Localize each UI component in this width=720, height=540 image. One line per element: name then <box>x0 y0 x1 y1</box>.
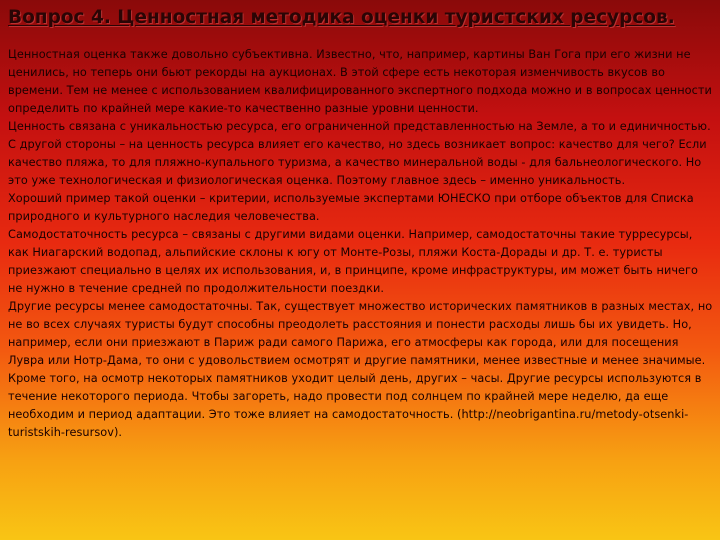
paragraph-self-sufficiency: Самодостаточность ресурса – связаны с другими видами оценки. Например, самодостаточны такие турресурсы, как Ниагарский водопад, альпийские склоны к югу от Монте-Розы, пляжи Коста-Дорады и др. Т. е. туристы приезжают специально в целях их использования, и, в принципе, кроме инфраструктуры, им может быть ничего не нужно в течение средней по продолжительности поездки. <box>8 228 699 295</box>
paragraph-value-assessment: Ценностная оценка также довольно субъективна. Известно, что, например, картины Ван Гога при его жизни не ценились, но теперь они бьют рекорды на аукционах. В этой сфере есть некоторая изменчивость вкусов во времени. Тем не менее с использованием квалифицированного экспертного подхода можно и в вопросах ценности определить по крайней мере какие-то качественно разные уровни ценности. <box>8 48 712 115</box>
slide-body <box>8 46 714 442</box>
paragraph-time-and-source: Кроме того, на осмотр некоторых памятников уходит целый день, других – часы. Другие ресурсы используются в течение некоторого периода. Чтобы загореть, надо провести под солнцем по крайней мере неделю, да еще необходим и период адаптации. Это тоже влияет на самодостаточность. (http://neobrigantina.ru/metody-otsenki-turistskih-resursov). <box>8 372 702 439</box>
slide-title: Вопрос 4. Ценностная методика оценки туристских ресурсов. <box>8 7 675 28</box>
paragraph-less-self-sufficient: Другие ресурсы менее самодостаточны. Так, существует множество исторических памятников в разных местах, но не во всех случаях туристы будут способны преодолеть расстояния и понести расходы лишь бы их увидеть. Но, например, если они приезжают в Париж ради самого Парижа, его атмосферы как города, или для посещения Лувра или Нотр-Дама, то они с удовольствием осмотрят и другие памятники, менее известные и менее значимые. <box>8 300 713 367</box>
paragraph-uniqueness: Ценность связана с уникальностью ресурса, его ограниченной представленностью на Земле, а то и единичностью. С другой стороны – на ценность ресурса влияет его качество, но здесь возникает вопрос: качество для чего? Если качество пляжа, то для пляжно-купального туризма, а качество минеральной воды - для бальнеологического. Но это уже технологическая и физиологическая оценка. Поэтому главное здесь – именно уникальность. <box>8 120 711 187</box>
paragraph-unesco-example: Хороший пример такой оценки – критерии, используемые экспертами ЮНЕСКО при отборе объектов для Списка природного и культурного наследия человечества. <box>8 192 694 223</box>
